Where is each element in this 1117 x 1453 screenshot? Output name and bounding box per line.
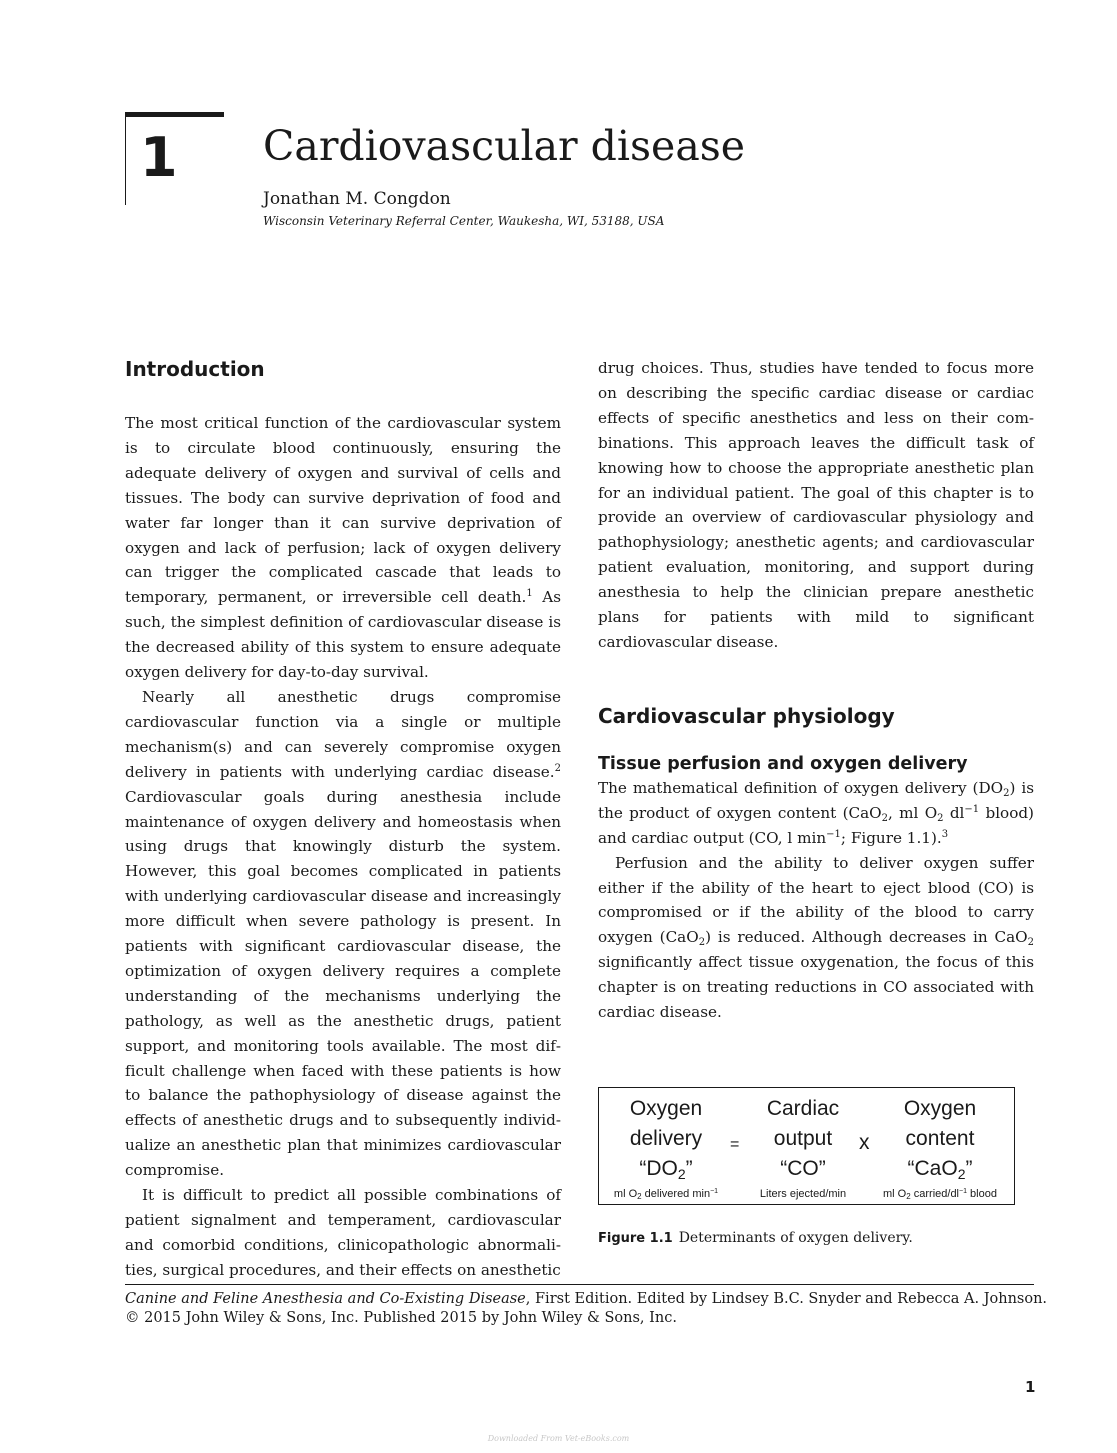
footer xyxy=(125,1290,1047,1328)
figure-1-1 xyxy=(598,1087,1015,1205)
chapter-number: 1 xyxy=(140,126,178,189)
term-abbreviation: “CaO$_2$” xyxy=(907,1157,973,1182)
footer-citation xyxy=(125,1290,1047,1309)
figure-label: Figure 1.1 xyxy=(598,1231,673,1246)
intro-paragraph-1: The most critical function of the cardiovascular system is to circulate blood continuously, ensuring the adequate delivery of oxygen and survival of cells and tissues. The body can survive deprivation of food and water far longer than it can survive deprivation of oxygen and lack of perfusion; lack of oxygen delivery can trigger the complicated cascade that leads to temporary, permanent, or irreversible cell death.$^1$ As such, the simplest definition of cardiovascular disease is the decreased ability of this system to ensure adequate oxygen delivery for day-to-day survival. xyxy=(125,414,562,682)
tissue-perfusion-heading: Tissue perfusion and oxygen delivery xyxy=(598,753,968,774)
term-label: Oxygen xyxy=(629,1097,703,1120)
page-number: 1 xyxy=(1025,1378,1036,1396)
author: Jonathan M. Congdon xyxy=(263,189,451,209)
term-unit: ml $O_2$ carried/$dl^{-1}$ blood xyxy=(883,1188,997,1201)
edition-text: , First Edition. Edited by Lindsey B.C. Snyder and Rebecca A. Johnson. xyxy=(525,1291,1048,1307)
term-unit: Liters ejected/min xyxy=(759,1188,847,1200)
term-label: Cardiac xyxy=(766,1097,840,1120)
term-label: output xyxy=(773,1127,833,1150)
term-abbreviation: “$DO_2$” xyxy=(639,1157,693,1182)
figure-caption xyxy=(598,1228,913,1249)
physiology-paragraph-1: The mathematical definition of oxygen delivery $(DO_2)$ is the product of oxygen content (CaO$_2$, ml $O_2$ $dl^{-1}$ blood) and cardiac output (CO, l $\min^{-1}$; Figure 1.1).$^3$ xyxy=(598,778,1035,847)
book-title: Canine and Feline Anesthesia and Co-Existing Disease xyxy=(125,1291,526,1307)
intro-paragraph-3-continued: drug choices. Thus, studies have tended to focus more on describing the specific cardiac disease or cardiac effects of specific anesthetics and less on their combinations. This approach leaves the difficult task of knowing how to choose the appropriate anesthetic plan for an individual patient. The goal of this chapter is to provide an overview of cardiovascular physiology and pathophysiology; anesthetic agents; and cardiovascular patient evaluation, monitoring, and support during anesthesia to help the clinician prepare anesthetic plans for patients with mild to significant cardiovascular disease. xyxy=(598,359,1034,651)
term-label: delivery xyxy=(629,1127,703,1150)
oxygen-delivery-term xyxy=(607,1094,725,1202)
multiply-sign: x xyxy=(859,1131,870,1154)
term-label: Oxygen xyxy=(903,1097,977,1120)
intro-paragraph-3: It is difficult to predict all possible combinations of patient signalment and temperament, cardiovascular and comorbid conditions, clinicopathologic abnormalities, surgical procedures, and their effects on anesthetic xyxy=(125,1186,561,1279)
term-abbreviation: “CO” xyxy=(780,1157,826,1180)
oxygen-content-term xyxy=(873,1094,1007,1202)
equals-sign: = xyxy=(730,1136,740,1153)
term-unit: ml $O_2$ delivered $\min^{-1}$ xyxy=(613,1188,719,1201)
intro-paragraph-2: Nearly all anesthetic drugs compromise cardiovascular function via a single or multiple mechanism(s) and can severely compromise oxygen delivery in patients with underlying cardiac disease.$^2$ Cardiovascular goals during anesthesia include maintenance of oxygen delivery and homeostasis when using drugs that knowingly disturb the system. However, this goal becomes complicated in patients with underlying cardiovascular disease and increasingly more difficult when severe pathology is present. In patients with significant cardiovascular disease, the optimization of oxygen delivery requires a complete understanding of the mechanisms underlying the pathology, as well as the anesthetic drugs, patient support, and monitoring tools available. The most difficult challenge when faced with these patients is how to balance the pathophysiology of disease against the effects of anesthetic drugs and to subsequently individualize an anesthetic plan that minimizes cardiovascular compromise. xyxy=(125,687,561,1180)
figure-caption-text: Determinants of oxygen delivery. xyxy=(678,1230,913,1246)
term-label: content xyxy=(905,1127,975,1150)
introduction-heading: Introduction xyxy=(125,357,265,381)
cardiac-output-term xyxy=(747,1094,859,1202)
left-column xyxy=(125,356,561,1283)
copyright: © 2015 John Wiley & Sons, Inc. Published 2015 by John Wiley & Sons, Inc. xyxy=(125,1310,677,1326)
physiology-paragraph-2: Perfusion and the ability to deliver oxygen suffer either if the ability of the heart to eject blood (CO) is compromised or if the ability of the blood to carry oxygen (CaO$_2$) is reduced. Although decreases in CaO$_2$ significantly affect tissue oxygenation, the focus of this chapter is on treating reductions in CO associated with cardiac disease. xyxy=(598,853,1034,1022)
watermark: Downloaded From Vet-eBooks.com xyxy=(487,1434,630,1443)
footer-rule xyxy=(125,1284,1034,1285)
affiliation: Wisconsin Veterinary Referral Center, Waukesha, WI, 53188, USA xyxy=(263,214,665,228)
right-column xyxy=(598,356,1034,1025)
physiology-heading: Cardiovascular physiology xyxy=(598,703,895,728)
chapter-title: Cardiovascular disease xyxy=(263,122,746,170)
